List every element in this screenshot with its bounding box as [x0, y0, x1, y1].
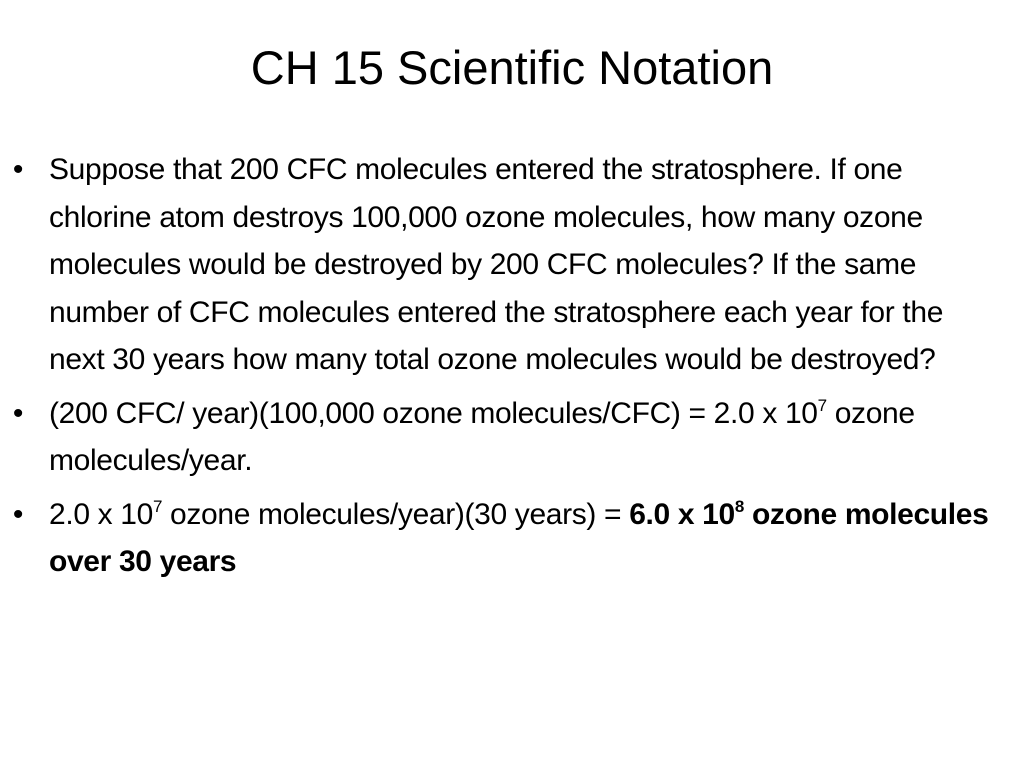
equation-text: (200 CFC/ year)(100,000 ozone molecules/CFC) = 2.0 x 10 — [49, 396, 818, 430]
bullet-icon: • — [12, 497, 24, 531]
bullet-icon: • — [12, 396, 24, 430]
slide-title: CH 15 Scientific Notation — [250, 41, 774, 94]
bullet-text — [49, 397, 915, 478]
answer-value: 6.0 x 10 — [629, 497, 735, 531]
bullet-item-question — [0, 146, 1024, 384]
bullet-icon: • — [12, 153, 24, 186]
bullet-text: Suppose that 200 CFC molecules entered the stratosphere. If one chlorine atom destroys 100,000 ozone molecules, how many ozone molecules would be destroyed by 200 CFC molecules? If the same number of CFC molecules entered the stratosphere each year for the next 30 years how many total ozone molecules would be destroyed? — [49, 153, 944, 376]
bullet-item-step-one — [0, 390, 1024, 485]
bullet-text — [49, 498, 988, 579]
bullet-item-answer — [0, 491, 1024, 586]
equation-text: ozone molecules/year)(30 years) = — [162, 497, 630, 531]
equation-text: 2.0 x 10 — [49, 497, 153, 531]
equation-text: ozone molecules/year. — [49, 396, 915, 477]
exponent: 7 — [152, 496, 163, 516]
exponent: 7 — [817, 395, 827, 415]
exponent: 8 — [734, 496, 744, 516]
bullet-list — [0, 146, 1024, 592]
answer-units: ozone molecules over 30 years — [49, 497, 989, 578]
